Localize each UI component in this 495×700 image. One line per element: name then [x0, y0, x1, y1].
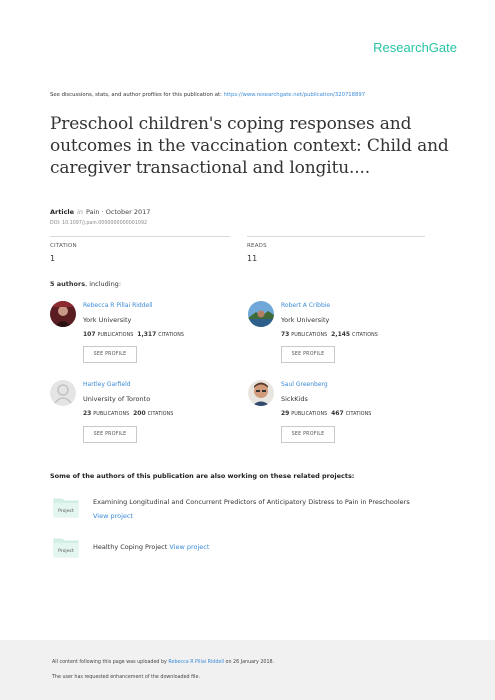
publication-meta: [50, 208, 150, 216]
citations-count: 2,145: [331, 331, 351, 338]
divider-right: [247, 236, 425, 237]
publications-count: 73: [281, 331, 290, 338]
author-institution: York University: [281, 316, 330, 324]
publications-label: PUBLICATIONS: [291, 333, 328, 338]
default-avatar-icon: [50, 380, 76, 406]
see-profile-button[interactable]: SEE PROFILE: [83, 426, 137, 443]
enhancement-note: The user has requested enhancement of the downloaded file.: [52, 675, 200, 680]
project-folder-icon: [53, 536, 79, 556]
author-stats: [281, 410, 371, 417]
citation-label: CITATION: [50, 243, 77, 249]
view-project-link[interactable]: View project: [169, 543, 210, 551]
authors-including: , including:: [85, 280, 122, 288]
in-word: in: [77, 208, 83, 216]
citations-label: CITATIONS: [147, 412, 174, 417]
publications-count: 107: [83, 331, 96, 338]
see-profile-button[interactable]: SEE PROFILE: [281, 426, 335, 443]
publication-link[interactable]: https://www.researchgate.net/publication/320718897: [223, 92, 366, 98]
author-stats: [83, 331, 184, 338]
author-institution: SickKids: [281, 395, 308, 403]
author-avatar[interactable]: [248, 301, 274, 327]
project-icon-label: Project: [58, 509, 74, 514]
discussion-line: [50, 92, 365, 98]
author-institution: University of Toronto: [83, 395, 151, 403]
journal-date: Pain · October 2017: [86, 208, 151, 216]
citation-count: 1: [50, 254, 56, 263]
author-name[interactable]: Robert A Cribbie: [281, 302, 331, 309]
doi: DOI: 10.1097/j.pain.0000000000001092: [50, 221, 148, 226]
see-profile-button[interactable]: SEE PROFILE: [83, 346, 137, 363]
divider-left: [50, 236, 230, 237]
publications-label: PUBLICATIONS: [93, 412, 130, 417]
author-stats: [281, 331, 378, 338]
uploader-link[interactable]: Rebecca R Pillai Riddell: [168, 660, 225, 665]
citations-label: CITATIONS: [158, 333, 185, 338]
authors-count: 5 authors: [50, 280, 86, 288]
reads-count: 11: [247, 254, 258, 263]
project-title: Examining Longitudinal and Concurrent Predictors of Anticipatory Distress to Pain in Preschoolers: [93, 498, 410, 506]
author-stats: [83, 410, 173, 417]
reads-label: READS: [247, 243, 267, 249]
citations-count: 200: [133, 410, 146, 417]
author-institution: York University: [83, 316, 132, 324]
upload-prefix: All content following this page was uploaded by: [52, 660, 169, 665]
publications-label: PUBLICATIONS: [97, 333, 134, 338]
author-avatar[interactable]: [50, 301, 76, 327]
see-profile-button[interactable]: SEE PROFILE: [281, 346, 335, 363]
project-folder-icon: [53, 496, 79, 516]
citations-label: CITATIONS: [345, 412, 372, 417]
publications-count: 29: [281, 410, 290, 417]
project-title: Healthy Coping Project: [93, 543, 168, 551]
publications-count: 23: [83, 410, 92, 417]
authors-heading: [50, 280, 121, 288]
article-type: Article: [50, 208, 75, 216]
upload-suffix: on 26 January 2018.: [224, 660, 275, 665]
view-project-link[interactable]: View project: [93, 512, 134, 520]
upload-note: [52, 660, 274, 665]
author-avatar[interactable]: [50, 380, 76, 406]
author-name[interactable]: Rebecca R Pillai Riddell: [83, 302, 153, 309]
publication-title: Preschool children's coping responses and outcomes in the vaccination context: Child and caregiver transactional and longitu....: [50, 114, 449, 178]
author-avatar[interactable]: [248, 380, 274, 406]
citations-count: 467: [331, 410, 344, 417]
author-photo-icon: [248, 301, 274, 327]
project-line: [93, 543, 209, 551]
author-photo-icon: [248, 380, 274, 406]
author-photo-icon: [50, 301, 76, 327]
project-icon-label: Project: [58, 549, 74, 554]
author-name[interactable]: Saul Greenberg: [281, 381, 328, 388]
related-projects-heading: Some of the authors of this publication are also working on these related projects:: [50, 472, 355, 480]
footer-band: [0, 640, 495, 700]
discussion-text: See discussions, stats, and author profiles for this publication at:: [50, 92, 224, 98]
author-name[interactable]: Hartley Garfield: [83, 381, 131, 388]
researchgate-logo[interactable]: ResearchGate: [373, 40, 457, 55]
citations-count: 1,317: [137, 331, 157, 338]
citations-label: CITATIONS: [352, 333, 378, 338]
publications-label: PUBLICATIONS: [291, 412, 328, 417]
